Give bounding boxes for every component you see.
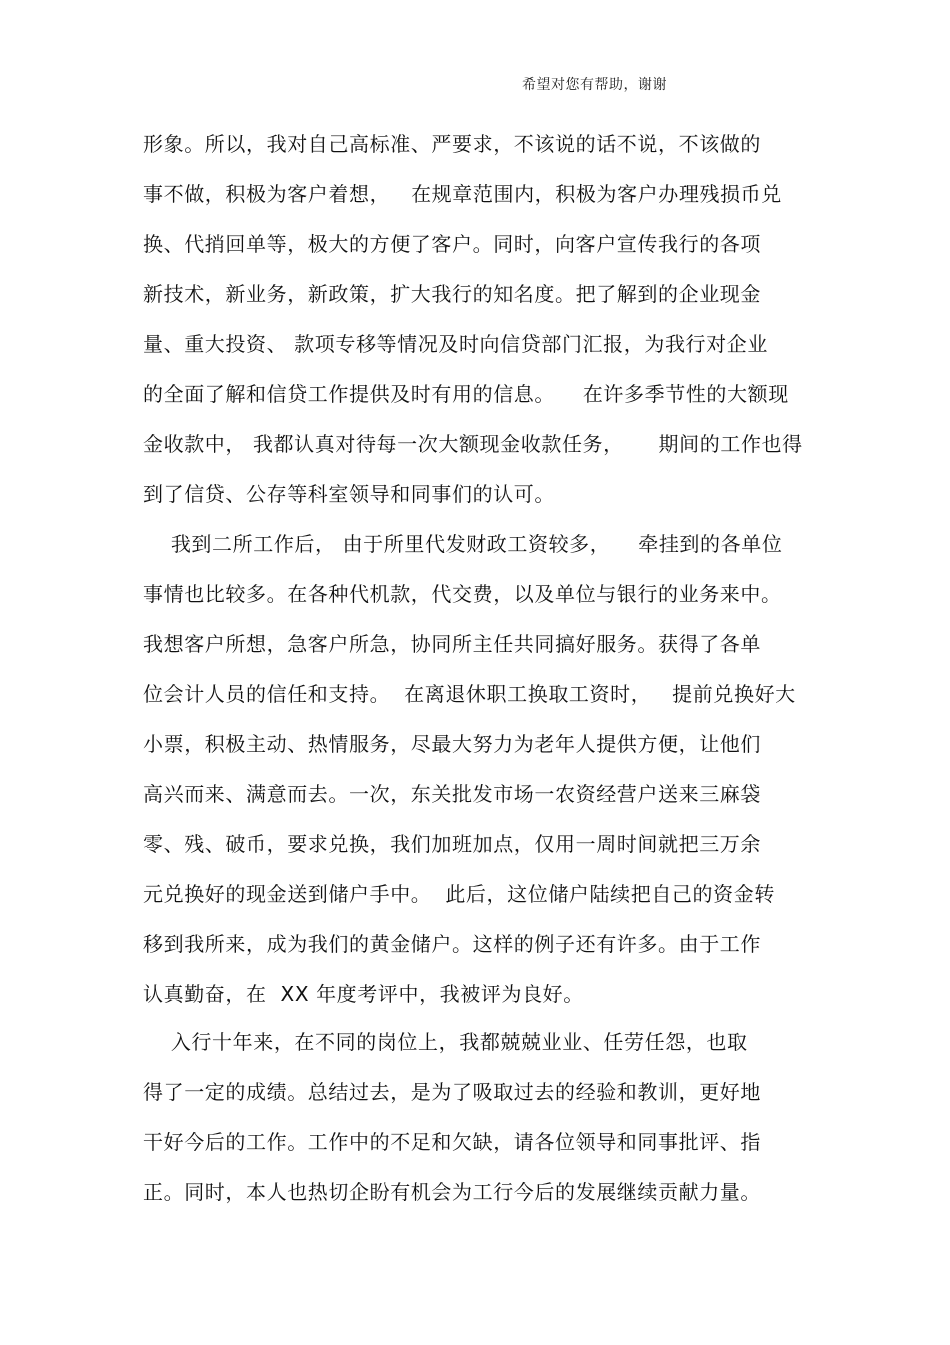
page-header: 希望对您有帮助，谢谢	[522, 77, 667, 93]
text-line: 移到我所来，成为我们的黄金储户。这样的例子还有许多。由于工作	[143, 932, 761, 956]
text-line: 我想客户所想，急客户所急，协同所主任共同搞好服务。获得了各单	[143, 632, 761, 656]
text-line: 位会计人员的信任和支持。 在离退休职工换取工资时， 提前兑换好大	[143, 682, 796, 706]
text-line: 正。同时，本人也热切企盼有机会为工行今后的发展继续贡献力量。	[143, 1180, 761, 1204]
text-line: 到了信贷、公存等科室领导和同事们的认可。	[143, 482, 555, 506]
text-line: 干好今后的工作。工作中的不足和欠缺，请各位领导和同事批评、指	[143, 1130, 761, 1154]
text-line: 入行十年来，在不同的岗位上，我都兢兢业业、任劳任怨，也取	[143, 1030, 748, 1054]
text-line: 零、残、破币，要求兑换，我们加班加点，仅用一周时间就把三万余	[143, 832, 761, 856]
text-line: 换、代捎回单等，极大的方便了客户。同时，向客户宣传我行的各项	[143, 232, 761, 256]
text-line: 形象。所以，我对自己高标准、严要求，不该说的话不说，不该做的	[143, 132, 761, 156]
text-line: 事不做，积极为客户着想， 在规章范围内，积极为客户办理残损币兑	[143, 182, 782, 206]
text-line: 得了一定的成绩。总结过去，是为了吸取过去的经验和教训，更好地	[143, 1080, 761, 1104]
text-line: 高兴而来、满意而去。一次，东关批发市场一农资经营户送来三麻袋	[143, 782, 761, 806]
text-line: 事情也比较多。在各种代机款，代交费，以及单位与银行的业务来中。	[143, 582, 782, 606]
text-line: 的全面了解和信贷工作提供及时有用的信息。 在许多季节性的大额现	[143, 382, 789, 406]
text-line: 金收款中， 我都认真对待每一次大额现金收款任务， 期间的工作也得	[143, 432, 803, 456]
text-line: 小票，积极主动、热情服务，尽最大努力为老年人提供方便，让他们	[143, 732, 761, 756]
text-line: 我到二所工作后， 由于所里代发财政工资较多， 牵挂到的各单位	[143, 532, 783, 556]
text-line: 量、重大投资、 款项专移等情况及时向信贷部门汇报，为我行对企业	[143, 332, 768, 356]
text-line: 新技术，新业务，新政策，扩大我行的知名度。把了解到的企业现金	[143, 282, 761, 306]
text-line: 元兑换好的现金送到储户手中。 此后，这位储户陆续把自己的资金转	[143, 882, 775, 906]
text-line: 认真勤奋，在 XX 年度考评中，我被评为良好。	[143, 982, 584, 1006]
